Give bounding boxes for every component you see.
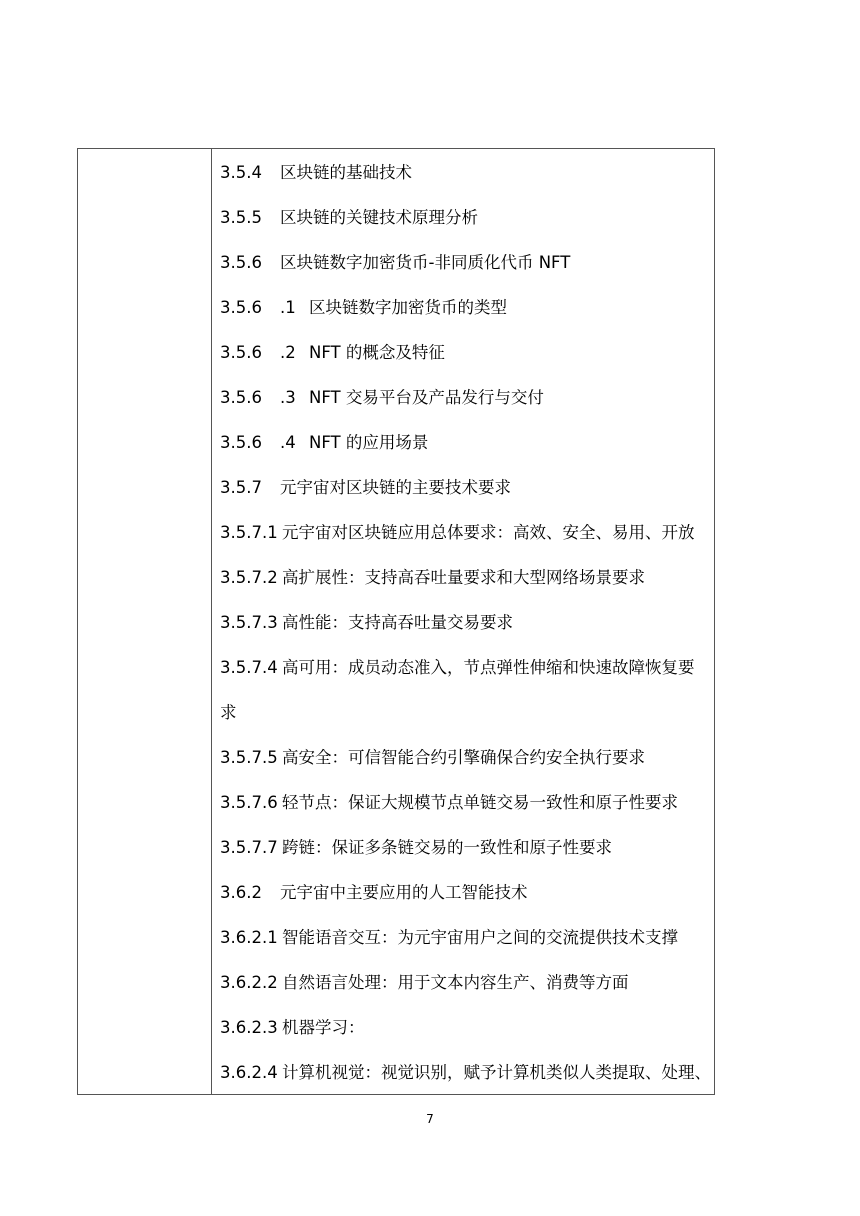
section-number: 3.5.6 xyxy=(220,298,262,317)
section-number: 3.5.7 xyxy=(220,478,262,497)
section-title: 区块链数字加密货币-非同质化代币 NFT xyxy=(280,253,571,272)
section-title: 智能语音交互：为元宇宙用户之间的交流提供技术支撑 xyxy=(282,928,678,947)
section-number: 3.5.5 xyxy=(220,208,262,227)
toc-line xyxy=(220,882,528,904)
toc-line xyxy=(220,657,695,679)
toc-line xyxy=(220,837,612,859)
toc-line xyxy=(220,612,513,634)
section-number: 3.5.7.7 xyxy=(220,838,278,857)
section-number: 3.5.6 xyxy=(220,343,262,362)
subsection-number: .3 xyxy=(280,388,296,407)
section-title: 高安全：可信智能合约引擎确保合约安全执行要求 xyxy=(282,748,645,767)
section-number: 3.5.6 xyxy=(220,433,262,452)
section-title: 计算机视觉：视觉识别，赋予计算机类似人类提取、处理、 xyxy=(282,1063,711,1082)
toc-line xyxy=(220,567,645,589)
toc-line xyxy=(220,1062,711,1084)
toc-line xyxy=(220,972,629,994)
toc-line xyxy=(220,522,695,544)
toc-line xyxy=(220,747,645,769)
toc-line xyxy=(220,342,445,364)
section-title: 元宇宙中主要应用的人工智能技术 xyxy=(280,883,528,902)
section-number: 3.5.7.4 xyxy=(220,658,278,677)
section-title: 轻节点：保证大规模节点单链交易一致性和原子性要求 xyxy=(282,793,678,812)
page-number: 7 xyxy=(426,1112,434,1126)
subsection-number: .1 xyxy=(280,298,296,317)
section-title: 元宇宙对区块链的主要技术要求 xyxy=(280,478,511,497)
subsection-number: .2 xyxy=(280,343,296,362)
section-number: 3.6.2.2 xyxy=(220,973,278,992)
section-title: 元宇宙对区块链应用总体要求：高效、安全、易用、开放 xyxy=(282,523,695,542)
section-title: 高性能：支持高吞吐量交易要求 xyxy=(282,613,513,632)
section-number: 3.5.7.2 xyxy=(220,568,278,587)
section-title: 跨链：保证多条链交易的一致性和原子性要求 xyxy=(282,838,612,857)
section-number: 3.5.7.3 xyxy=(220,613,278,632)
section-number: 3.5.7.5 xyxy=(220,748,278,767)
toc-line xyxy=(220,387,544,409)
section-number: 3.5.7.6 xyxy=(220,793,278,812)
content-table xyxy=(77,148,715,1095)
section-title: 机器学习： xyxy=(282,1018,365,1037)
section-title: NFT 的应用场景 xyxy=(309,433,429,452)
section-title: 区块链的关键技术原理分析 xyxy=(280,208,478,227)
toc-line xyxy=(220,432,428,454)
toc-line xyxy=(220,252,570,274)
section-number: 3.5.4 xyxy=(220,163,262,182)
section-title: 区块链数字加密货币的类型 xyxy=(309,298,507,317)
section-number: 3.6.2.4 xyxy=(220,1063,278,1082)
table-left-column xyxy=(78,149,212,1094)
toc-line xyxy=(220,207,478,229)
section-title: 高可用：成员动态准入，节点弹性伸缩和快速故障恢复要 xyxy=(282,658,695,677)
toc-line xyxy=(220,1017,365,1039)
section-title: 自然语言处理：用于文本内容生产、消费等方面 xyxy=(282,973,629,992)
toc-line xyxy=(220,162,412,184)
section-title: 求 xyxy=(220,703,237,722)
section-number: 3.5.6 xyxy=(220,253,262,272)
section-title: 区块链的基础技术 xyxy=(280,163,412,182)
section-number: 3.5.6 xyxy=(220,388,262,407)
section-title: 高扩展性：支持高吞吐量要求和大型网络场景要求 xyxy=(282,568,645,587)
toc-line xyxy=(220,927,678,949)
subsection-number: .4 xyxy=(280,433,296,452)
toc-line xyxy=(220,297,507,319)
toc-line-continuation xyxy=(220,702,237,724)
section-title: NFT 的概念及特征 xyxy=(309,343,445,362)
section-number: 3.6.2.1 xyxy=(220,928,278,947)
section-title: NFT 交易平台及产品发行与交付 xyxy=(309,388,544,407)
toc-line xyxy=(220,477,511,499)
section-number: 3.5.7.1 xyxy=(220,523,278,542)
toc-line xyxy=(220,792,678,814)
section-number: 3.6.2 xyxy=(220,883,262,902)
section-number: 3.6.2.3 xyxy=(220,1018,278,1037)
